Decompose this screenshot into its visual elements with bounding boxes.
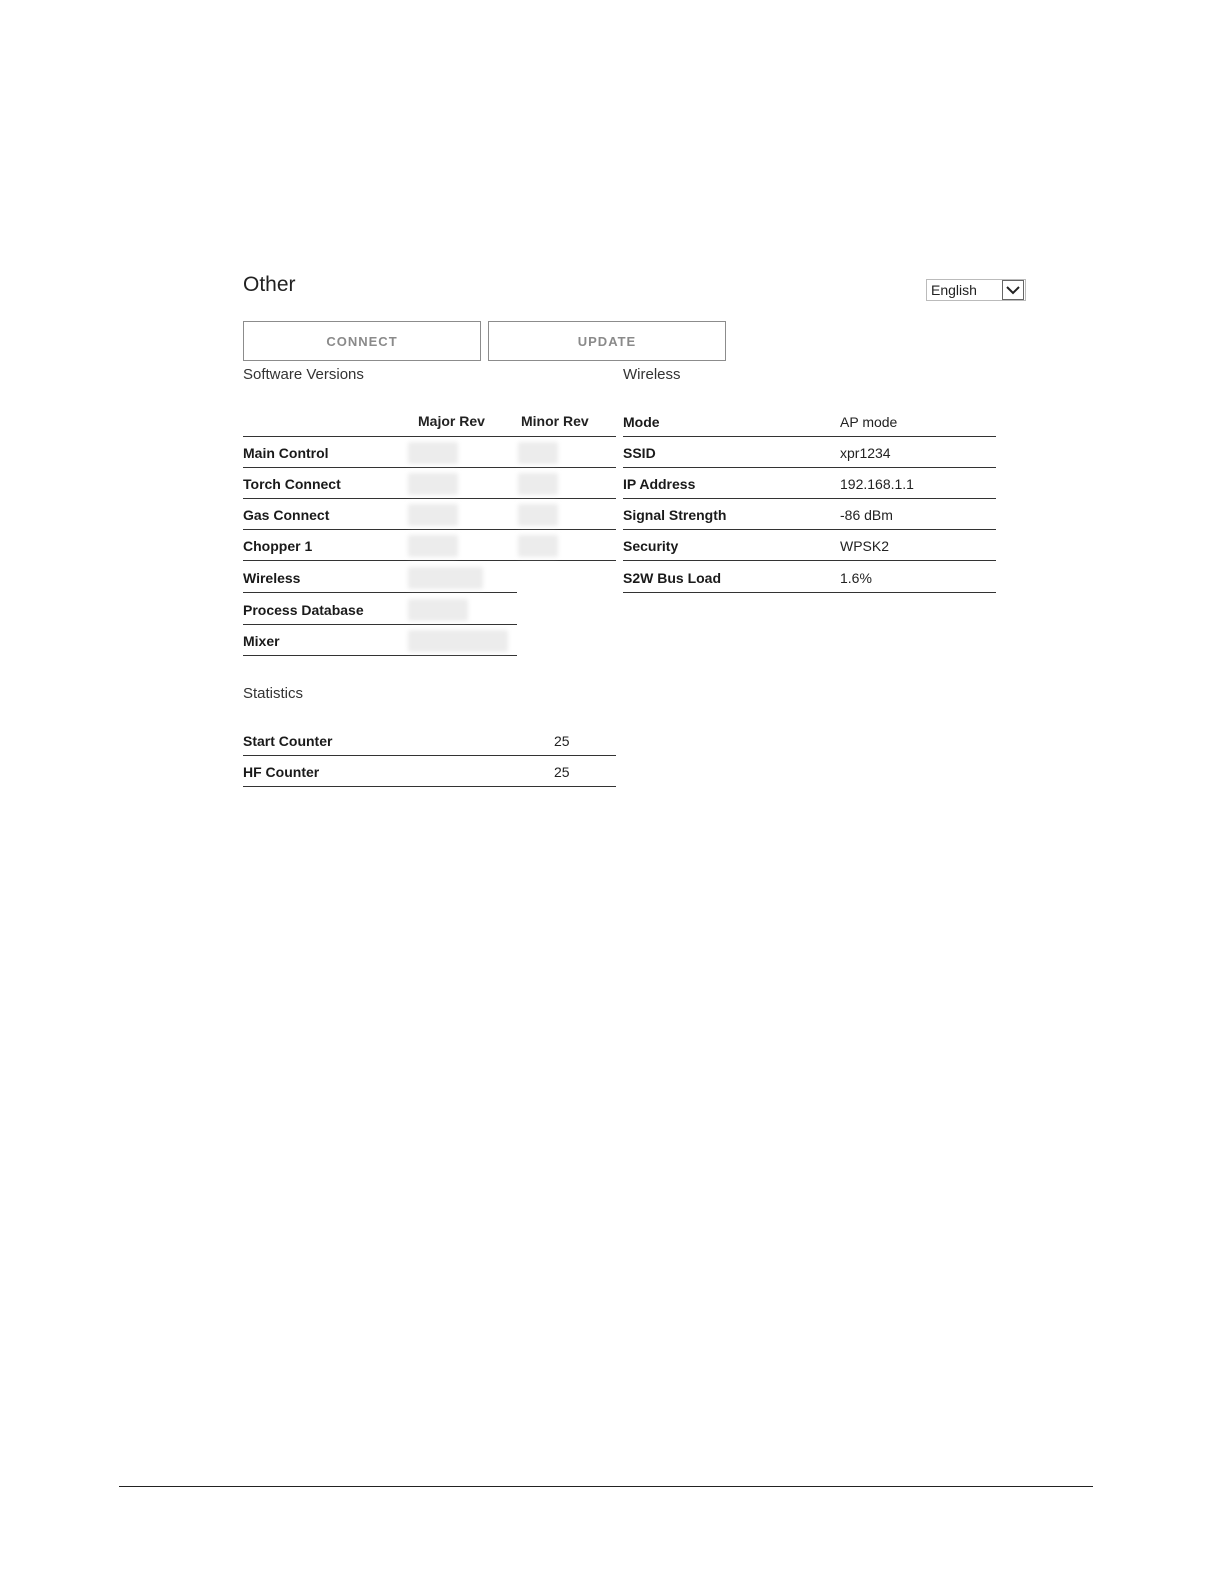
version-value [408, 599, 468, 621]
language-select[interactable] [926, 279, 1026, 301]
row-label: IP Address [623, 476, 696, 492]
table-row [243, 725, 616, 756]
minor-rev-value [518, 535, 558, 557]
table-row [243, 756, 616, 787]
row-label: Security [623, 538, 679, 554]
version-value [408, 630, 508, 652]
row-value: 1.6% [840, 570, 872, 586]
table-row [243, 625, 517, 656]
connect-button[interactable]: CONNECT [243, 321, 481, 361]
row-value: 25 [554, 764, 570, 780]
row-label: Wireless [243, 570, 301, 586]
minor-rev-value [518, 473, 558, 495]
table-row [623, 406, 996, 437]
row-value: -86 dBm [840, 507, 893, 523]
table-row [243, 562, 517, 593]
row-label: HF Counter [243, 764, 320, 780]
language-select-value: English [931, 282, 977, 298]
table-row [243, 499, 616, 530]
row-label: Gas Connect [243, 507, 330, 523]
footer-divider [119, 1486, 1093, 1487]
row-label: Mode [623, 414, 660, 430]
chevron-down-icon[interactable] [1002, 280, 1024, 300]
major-rev-value [408, 473, 458, 495]
row-label: Chopper 1 [243, 538, 313, 554]
table-row [243, 530, 616, 561]
row-label: Torch Connect [243, 476, 341, 492]
row-value: WPSK2 [840, 538, 890, 554]
row-value: xpr1234 [840, 445, 891, 461]
wireless-heading: Wireless [623, 366, 681, 383]
table-row [623, 499, 996, 530]
row-label: Start Counter [243, 733, 333, 749]
update-button[interactable]: UPDATE [488, 321, 726, 361]
table-row [623, 530, 996, 561]
row-label: Main Control [243, 445, 329, 461]
minor-rev-value [518, 504, 558, 526]
table-row [623, 468, 996, 499]
minor-rev-header: Minor Rev [521, 413, 589, 429]
row-value: AP mode [840, 414, 898, 430]
software-versions-heading: Software Versions [243, 366, 364, 383]
row-value: 25 [554, 733, 570, 749]
table-row [243, 437, 616, 468]
major-rev-value [408, 504, 458, 526]
row-label: SSID [623, 445, 656, 461]
row-value: 192.168.1.1 [840, 476, 914, 492]
major-rev-value [408, 535, 458, 557]
major-rev-value [408, 442, 458, 464]
row-label: S2W Bus Load [623, 570, 722, 586]
version-value [408, 567, 483, 589]
major-rev-header: Major Rev [418, 413, 485, 429]
table-row [623, 437, 996, 468]
row-label: Process Database [243, 602, 364, 618]
software-versions-header-rule [243, 406, 616, 437]
page-title: Other [243, 273, 296, 296]
table-row [243, 594, 517, 625]
row-label: Signal Strength [623, 507, 727, 523]
table-row [243, 468, 616, 499]
table-row [623, 562, 996, 593]
row-label: Mixer [243, 633, 280, 649]
statistics-heading: Statistics [243, 685, 304, 702]
minor-rev-value [518, 442, 558, 464]
